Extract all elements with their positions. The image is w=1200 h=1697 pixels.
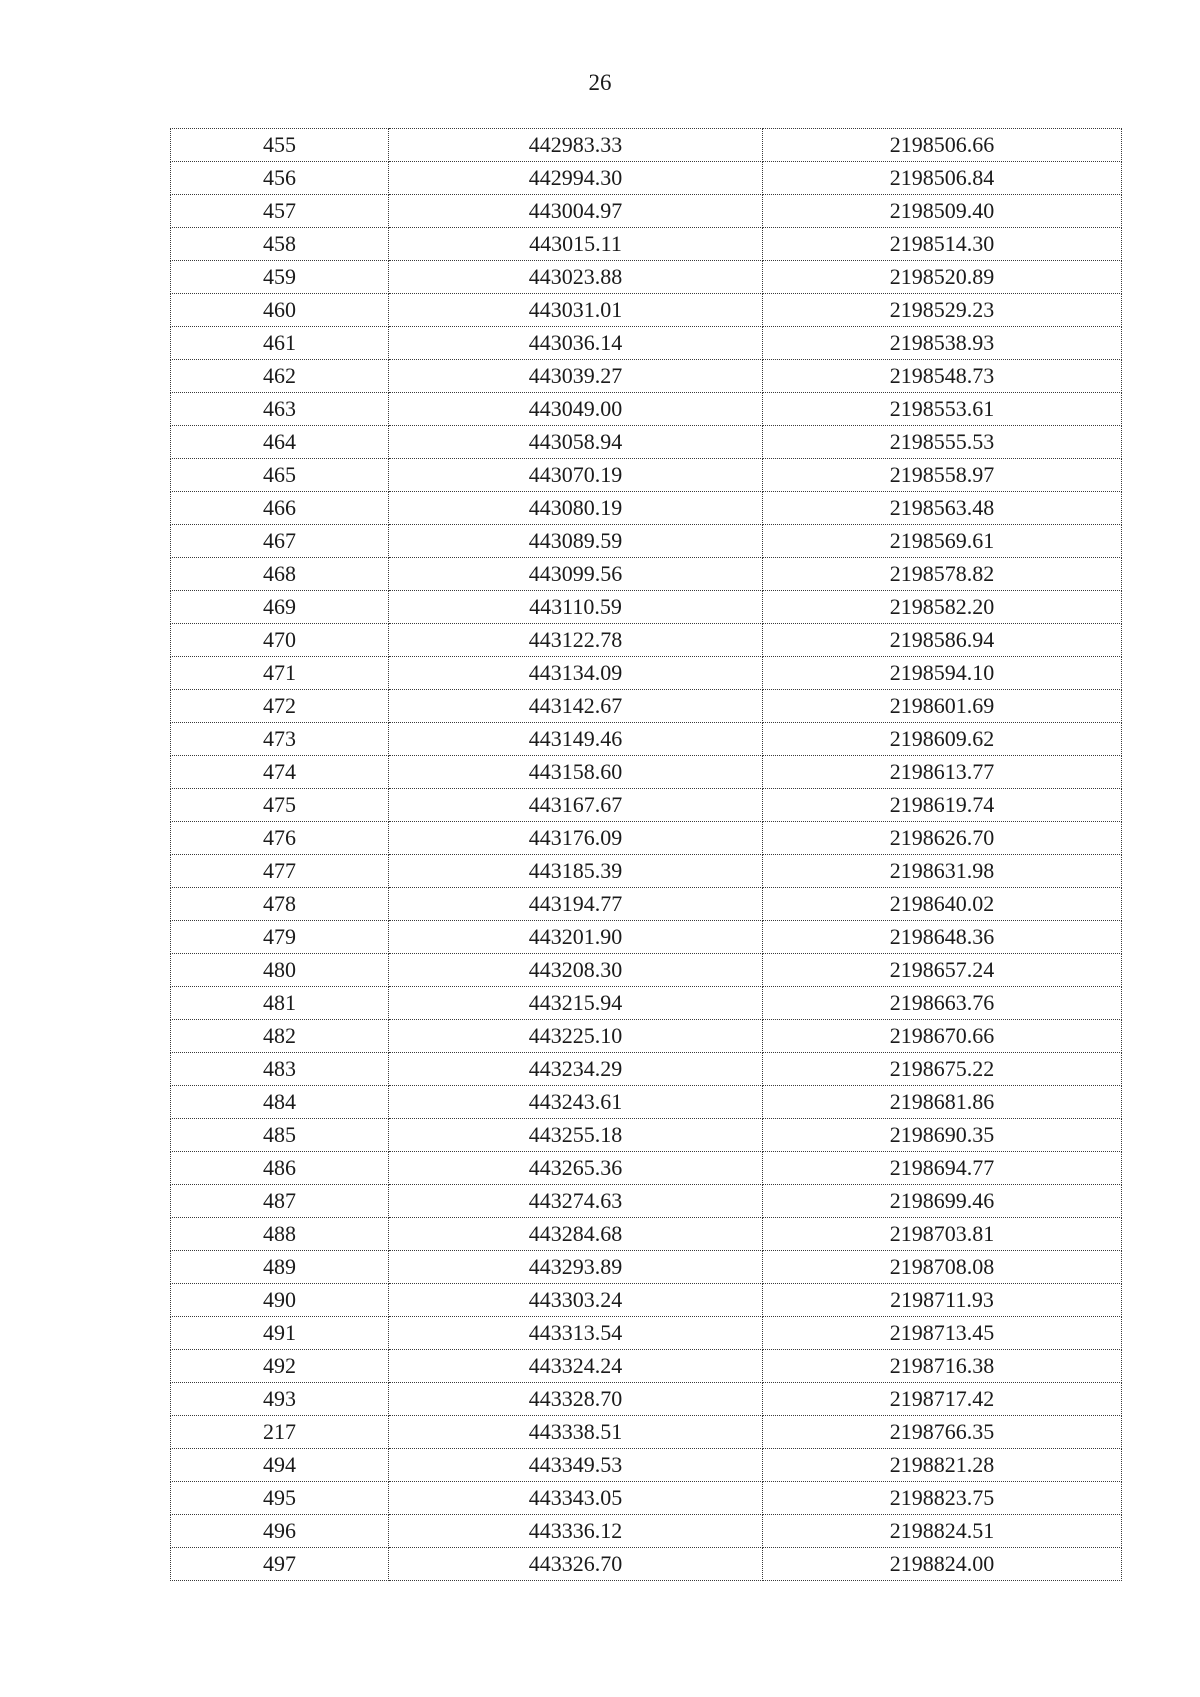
point-number-cell: 470 [171, 624, 389, 657]
y-coordinate-cell: 2198824.51 [763, 1515, 1122, 1548]
point-number-cell: 482 [171, 1020, 389, 1053]
x-coordinate-cell: 443122.78 [389, 624, 763, 657]
y-coordinate-cell: 2198690.35 [763, 1119, 1122, 1152]
y-coordinate-cell: 2198548.73 [763, 360, 1122, 393]
table-row [171, 1416, 1122, 1449]
y-coordinate-cell: 2198520.89 [763, 261, 1122, 294]
point-number-cell: 493 [171, 1383, 389, 1416]
y-coordinate-cell: 2198582.20 [763, 591, 1122, 624]
y-coordinate-cell: 2198716.38 [763, 1350, 1122, 1383]
y-coordinate-cell: 2198703.81 [763, 1218, 1122, 1251]
table-row [171, 393, 1122, 426]
table-row [171, 1284, 1122, 1317]
x-coordinate-cell: 443313.54 [389, 1317, 763, 1350]
x-coordinate-cell: 443265.36 [389, 1152, 763, 1185]
point-number-cell: 472 [171, 690, 389, 723]
point-number-cell: 473 [171, 723, 389, 756]
y-coordinate-cell: 2198529.23 [763, 294, 1122, 327]
point-number-cell: 481 [171, 987, 389, 1020]
point-number-cell: 490 [171, 1284, 389, 1317]
point-number-cell: 483 [171, 1053, 389, 1086]
x-coordinate-cell: 443243.61 [389, 1086, 763, 1119]
y-coordinate-cell: 2198594.10 [763, 657, 1122, 690]
x-coordinate-cell: 443089.59 [389, 525, 763, 558]
y-coordinate-cell: 2198708.08 [763, 1251, 1122, 1284]
x-coordinate-cell: 443208.30 [389, 954, 763, 987]
y-coordinate-cell: 2198681.86 [763, 1086, 1122, 1119]
y-coordinate-cell: 2198569.61 [763, 525, 1122, 558]
x-coordinate-cell: 443194.77 [389, 888, 763, 921]
x-coordinate-cell: 443004.97 [389, 195, 763, 228]
page-number: 26 [588, 70, 612, 95]
point-number-cell: 461 [171, 327, 389, 360]
x-coordinate-cell: 443336.12 [389, 1515, 763, 1548]
point-number-cell: 484 [171, 1086, 389, 1119]
table-row [171, 1119, 1122, 1152]
point-number-cell: 469 [171, 591, 389, 624]
table-row [171, 1020, 1122, 1053]
x-coordinate-cell: 443255.18 [389, 1119, 763, 1152]
point-number-cell: 480 [171, 954, 389, 987]
point-number-cell: 477 [171, 855, 389, 888]
point-number-cell: 463 [171, 393, 389, 426]
y-coordinate-cell: 2198717.42 [763, 1383, 1122, 1416]
y-coordinate-cell: 2198711.93 [763, 1284, 1122, 1317]
table-row [171, 162, 1122, 195]
x-coordinate-cell: 443201.90 [389, 921, 763, 954]
table-row [171, 1218, 1122, 1251]
x-coordinate-cell: 443326.70 [389, 1548, 763, 1581]
y-coordinate-cell: 2198663.76 [763, 987, 1122, 1020]
table-row [171, 888, 1122, 921]
point-number-cell: 487 [171, 1185, 389, 1218]
table-row [171, 1482, 1122, 1515]
x-coordinate-cell: 443349.53 [389, 1449, 763, 1482]
table-row [171, 228, 1122, 261]
y-coordinate-cell: 2198613.77 [763, 756, 1122, 789]
point-number-cell: 456 [171, 162, 389, 195]
x-coordinate-cell: 443110.59 [389, 591, 763, 624]
y-coordinate-cell: 2198578.82 [763, 558, 1122, 591]
y-coordinate-cell: 2198626.70 [763, 822, 1122, 855]
point-number-cell: 488 [171, 1218, 389, 1251]
x-coordinate-cell: 443099.56 [389, 558, 763, 591]
table-row [171, 690, 1122, 723]
point-number-cell: 496 [171, 1515, 389, 1548]
point-number-cell: 497 [171, 1548, 389, 1581]
table-row [171, 129, 1122, 162]
point-number-cell: 475 [171, 789, 389, 822]
table-row [171, 558, 1122, 591]
table-row [171, 789, 1122, 822]
table-row [171, 1383, 1122, 1416]
x-coordinate-cell: 443039.27 [389, 360, 763, 393]
y-coordinate-cell: 2198675.22 [763, 1053, 1122, 1086]
x-coordinate-cell: 443343.05 [389, 1482, 763, 1515]
point-number-cell: 495 [171, 1482, 389, 1515]
table-row [171, 294, 1122, 327]
y-coordinate-cell: 2198657.24 [763, 954, 1122, 987]
y-coordinate-cell: 2198640.02 [763, 888, 1122, 921]
y-coordinate-cell: 2198609.62 [763, 723, 1122, 756]
x-coordinate-cell: 443225.10 [389, 1020, 763, 1053]
point-number-cell: 458 [171, 228, 389, 261]
y-coordinate-cell: 2198619.74 [763, 789, 1122, 822]
x-coordinate-cell: 443167.67 [389, 789, 763, 822]
table-row [171, 987, 1122, 1020]
x-coordinate-cell: 443049.00 [389, 393, 763, 426]
point-number-cell: 462 [171, 360, 389, 393]
point-number-cell: 468 [171, 558, 389, 591]
x-coordinate-cell: 443234.29 [389, 1053, 763, 1086]
point-number-cell: 467 [171, 525, 389, 558]
point-number-cell: 460 [171, 294, 389, 327]
y-coordinate-cell: 2198563.48 [763, 492, 1122, 525]
point-number-cell: 464 [171, 426, 389, 459]
table-row [171, 195, 1122, 228]
table-row [171, 1350, 1122, 1383]
coordinates-table [170, 128, 1122, 1581]
x-coordinate-cell: 443284.68 [389, 1218, 763, 1251]
table-row [171, 624, 1122, 657]
x-coordinate-cell: 443031.01 [389, 294, 763, 327]
point-number-cell: 478 [171, 888, 389, 921]
y-coordinate-cell: 2198509.40 [763, 195, 1122, 228]
table-row [171, 492, 1122, 525]
x-coordinate-cell: 443015.11 [389, 228, 763, 261]
y-coordinate-cell: 2198699.46 [763, 1185, 1122, 1218]
table-row [171, 1317, 1122, 1350]
point-number-cell: 217 [171, 1416, 389, 1449]
y-coordinate-cell: 2198506.84 [763, 162, 1122, 195]
y-coordinate-cell: 2198821.28 [763, 1449, 1122, 1482]
table-row [171, 261, 1122, 294]
table-row [171, 591, 1122, 624]
point-number-cell: 455 [171, 129, 389, 162]
y-coordinate-cell: 2198506.66 [763, 129, 1122, 162]
y-coordinate-cell: 2198713.45 [763, 1317, 1122, 1350]
x-coordinate-cell: 443328.70 [389, 1383, 763, 1416]
table-row [171, 459, 1122, 492]
point-number-cell: 476 [171, 822, 389, 855]
x-coordinate-cell: 443324.24 [389, 1350, 763, 1383]
x-coordinate-cell: 443215.94 [389, 987, 763, 1020]
point-number-cell: 457 [171, 195, 389, 228]
x-coordinate-cell: 443274.63 [389, 1185, 763, 1218]
point-number-cell: 489 [171, 1251, 389, 1284]
table-row [171, 723, 1122, 756]
point-number-cell: 485 [171, 1119, 389, 1152]
table-row [171, 756, 1122, 789]
table-row [171, 426, 1122, 459]
point-number-cell: 474 [171, 756, 389, 789]
table-row [171, 1185, 1122, 1218]
table-row [171, 1086, 1122, 1119]
x-coordinate-cell: 443142.67 [389, 690, 763, 723]
point-number-cell: 492 [171, 1350, 389, 1383]
table-row [171, 525, 1122, 558]
table-row [171, 822, 1122, 855]
y-coordinate-cell: 2198648.36 [763, 921, 1122, 954]
x-coordinate-cell: 442994.30 [389, 162, 763, 195]
x-coordinate-cell: 443134.09 [389, 657, 763, 690]
table-row [171, 954, 1122, 987]
point-number-cell: 471 [171, 657, 389, 690]
y-coordinate-cell: 2198631.98 [763, 855, 1122, 888]
point-number-cell: 466 [171, 492, 389, 525]
x-coordinate-cell: 443293.89 [389, 1251, 763, 1284]
point-number-cell: 459 [171, 261, 389, 294]
table-row [171, 1251, 1122, 1284]
point-number-cell: 486 [171, 1152, 389, 1185]
x-coordinate-cell: 442983.33 [389, 129, 763, 162]
point-number-cell: 465 [171, 459, 389, 492]
table-row [171, 855, 1122, 888]
x-coordinate-cell: 443158.60 [389, 756, 763, 789]
y-coordinate-cell: 2198553.61 [763, 393, 1122, 426]
y-coordinate-cell: 2198538.93 [763, 327, 1122, 360]
y-coordinate-cell: 2198586.94 [763, 624, 1122, 657]
y-coordinate-cell: 2198514.30 [763, 228, 1122, 261]
table-row [171, 1449, 1122, 1482]
point-number-cell: 491 [171, 1317, 389, 1350]
table-row [171, 921, 1122, 954]
point-number-cell: 479 [171, 921, 389, 954]
y-coordinate-cell: 2198694.77 [763, 1152, 1122, 1185]
x-coordinate-cell: 443070.19 [389, 459, 763, 492]
x-coordinate-cell: 443149.46 [389, 723, 763, 756]
table-row [171, 327, 1122, 360]
x-coordinate-cell: 443080.19 [389, 492, 763, 525]
x-coordinate-cell: 443185.39 [389, 855, 763, 888]
y-coordinate-cell: 2198670.66 [763, 1020, 1122, 1053]
y-coordinate-cell: 2198823.75 [763, 1482, 1122, 1515]
y-coordinate-cell: 2198558.97 [763, 459, 1122, 492]
y-coordinate-cell: 2198601.69 [763, 690, 1122, 723]
table-row [171, 360, 1122, 393]
y-coordinate-cell: 2198766.35 [763, 1416, 1122, 1449]
x-coordinate-cell: 443176.09 [389, 822, 763, 855]
y-coordinate-cell: 2198555.53 [763, 426, 1122, 459]
table-row [171, 1053, 1122, 1086]
table-row [171, 657, 1122, 690]
coordinates-table-body [171, 129, 1122, 1581]
x-coordinate-cell: 443023.88 [389, 261, 763, 294]
x-coordinate-cell: 443036.14 [389, 327, 763, 360]
x-coordinate-cell: 443303.24 [389, 1284, 763, 1317]
y-coordinate-cell: 2198824.00 [763, 1548, 1122, 1581]
table-row [171, 1152, 1122, 1185]
x-coordinate-cell: 443338.51 [389, 1416, 763, 1449]
x-coordinate-cell: 443058.94 [389, 426, 763, 459]
table-row [171, 1515, 1122, 1548]
point-number-cell: 494 [171, 1449, 389, 1482]
table-row [171, 1548, 1122, 1581]
